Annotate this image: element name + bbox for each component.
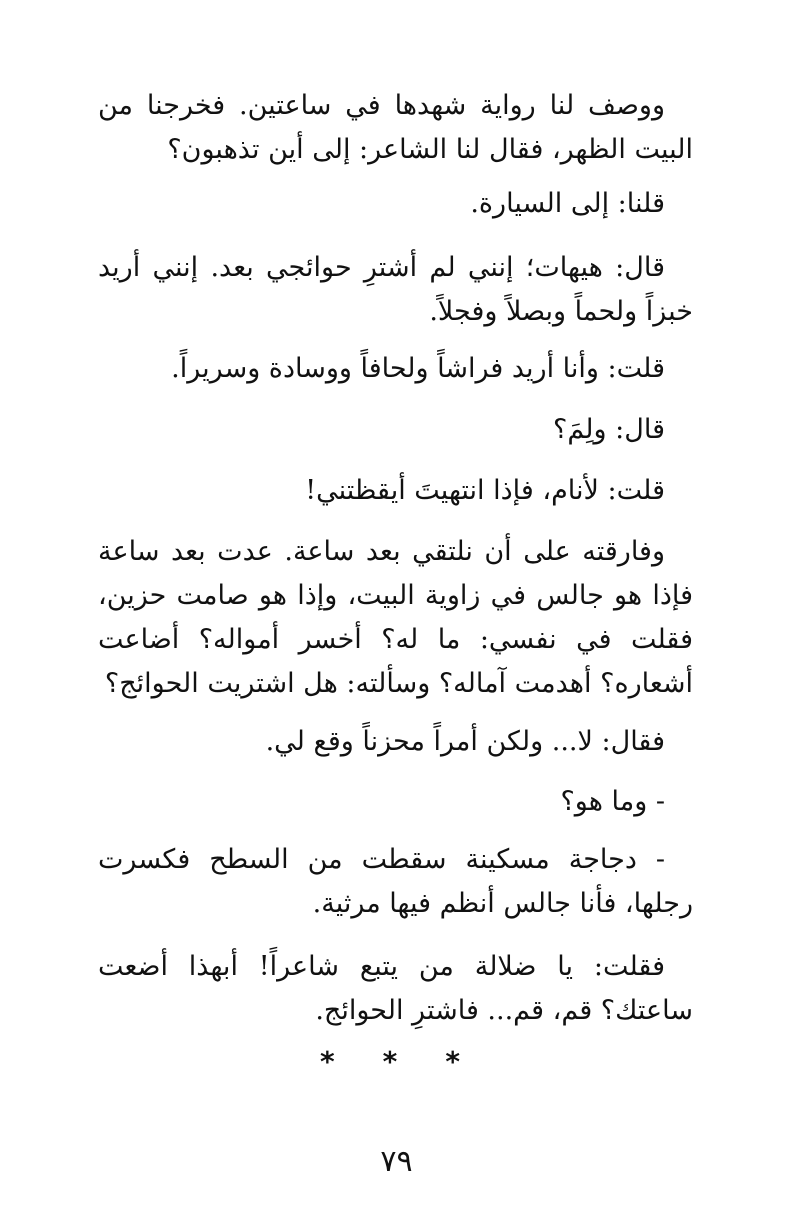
paragraph-8: فقال: لا... ولكن أمراً محزناً وقع لي. [265,726,665,757]
paragraph-6: قلت: لأنام، فإذا انتهيتَ أيقظتني! [305,475,665,506]
separator-asterisk-3: * [445,1045,460,1078]
paragraph-7: وفارقته على أن نلتقي بعد ساعة. عدت بعد ساعة فإذا هو جالس في زاوية البيت، وإذا هو صامت حزين، فقلت في نفسي: ما له؟ أخسر أمواله؟ أضاعت أشعاره؟ أهدمت آماله؟ وسألته: هل اشتريت الحوائج؟ [98,536,693,699]
page-number: ٧٩ [380,1144,413,1179]
paragraph-11: فقلت: يا ضلالة من يتبع شاعراً! أبهذا أضعت ساعتك؟ قم، قم... فاشترِ الحوائج. [98,951,693,1026]
paragraph-1: ووصف لنا رواية شهدها في ساعتين. فخرجنا من البيت الظهر، فقال لنا الشاعر: إلى أين تذهبون؟ [98,90,693,165]
paragraph-2: قلنا: إلى السيارة. [470,188,665,219]
section-separator [320,1042,460,1082]
paragraph-10: - دجاجة مسكينة سقطت من السطح فكسرت رجلها، فأنا جالس أنظم فيها مرثية. [98,844,693,919]
separator-asterisk-2: * [382,1045,398,1078]
paragraph-5: قال: ولِمَ؟ [553,414,665,445]
paragraph-9: - وما هو؟ [560,786,665,817]
separator-asterisk-1: * [320,1045,335,1078]
paragraph-3: قال: هيهات؛ إنني لم أشترِ حوائجي بعد. إنني أريد خبزاً ولحماً وبصلاً وفجلاً. [98,252,693,327]
paragraph-4: قلت: وأنا أريد فراشاً ولحافاً ووسادة وسريراً. [171,353,665,384]
